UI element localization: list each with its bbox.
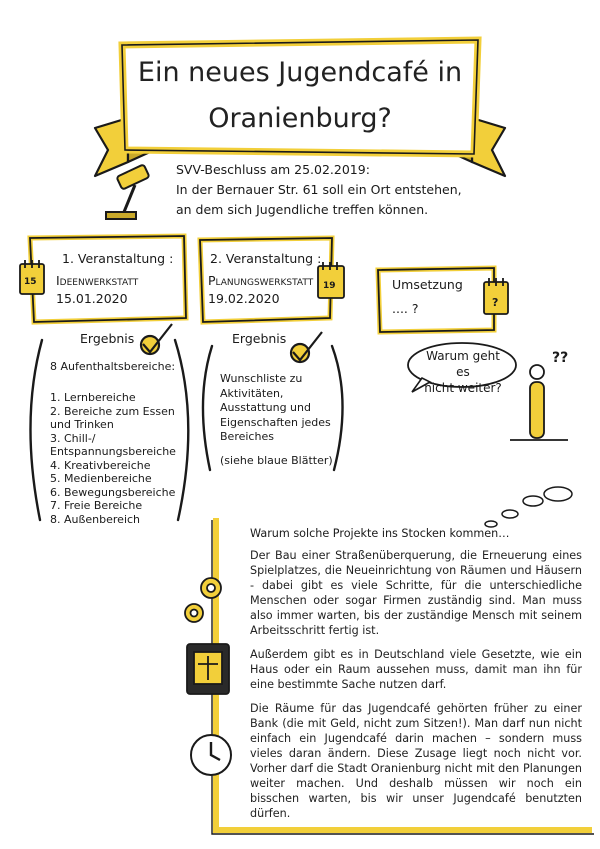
gavel-icon <box>106 164 150 219</box>
person-icon <box>510 365 568 440</box>
svv-line-2: an dem sich Jugendliche treffen können. <box>176 202 429 217</box>
list-item: 3. Chill-/ <box>50 431 96 445</box>
event2-heading: 2. Veranstaltung : <box>210 251 322 266</box>
event1-name: Ideenwerkstatt <box>56 273 139 288</box>
calendar-day: ? <box>492 296 499 309</box>
bubble-text <box>418 348 508 396</box>
list-item: Aktivitäten, <box>220 386 284 400</box>
event2-name: Planungswerkstatt <box>208 273 314 288</box>
question-marks: ?? <box>552 350 569 366</box>
event2-wishlist <box>220 372 331 445</box>
svv-decision <box>176 160 462 220</box>
thought-bubbles <box>485 487 572 527</box>
list-item: 1. Lernbereiche <box>50 391 136 404</box>
explain-heading: Warum solche Projekte ins Stocken kommen… <box>250 527 510 540</box>
event1-date: 15.01.2020 <box>56 291 128 306</box>
list-item: Ausstattung und <box>220 401 311 414</box>
list-item: 2. Bereiche zum Essen <box>50 404 175 418</box>
svv-heading: SVV-Beschluss am 25.02.2019: <box>176 162 370 177</box>
check-icon <box>291 332 322 362</box>
event2-result-label: Ergebnis <box>232 331 287 346</box>
list-item: Entspannungsbereiche <box>50 445 176 458</box>
calendar-icon <box>318 262 344 298</box>
event2-date: 19.02.2020 <box>208 291 280 306</box>
calendar-day: 15 <box>24 277 37 287</box>
list-item: Wunschliste zu <box>220 372 303 385</box>
explain-paragraph-1: Der Bau einer Straßenüberquerung, die Erneuerung eines Spielplatzes, die Neueinrichtung von Räumen und Häusern - dabei gibt es viele Schritte, für die unterschiedliche Menschen oder sogar Firmen zuständig sind. Man muss also immer warten, bis der zuständige Mensch mit seinem Arbeitsschritt fertig ist. <box>250 549 582 637</box>
umsetzung-heading: Umsetzung <box>392 277 463 292</box>
explain-paragraph-2: Außerdem gibt es in Deutschland viele Gesetzte, wie ein Haus oder ein Raum aussehen muss, damit man ihn für eine bestimmte Sache nutzen darf. <box>250 648 582 691</box>
event1-result-label: Ergebnis <box>80 331 135 346</box>
page-title <box>125 50 475 142</box>
bubble-line-1: Warum geht es <box>426 349 500 379</box>
event2-note: (siehe blaue Blätter) <box>220 454 333 467</box>
umsetzung-value: .... ? <box>392 301 419 316</box>
explain-body <box>250 548 582 830</box>
list-item: 5. Medienbereiche <box>50 472 152 485</box>
title-line-2: Oranienburg? <box>208 103 392 134</box>
svv-line-1: In der Bernauer Str. 61 soll ein Ort entstehen, <box>176 182 462 197</box>
law-book-icon <box>187 644 229 694</box>
event1-heading: 1. Veranstaltung : <box>62 251 174 266</box>
calendar-day: 19 <box>323 281 336 291</box>
title-line-1: Ein neues Jugendcafé in <box>137 57 463 88</box>
check-icon <box>141 324 172 354</box>
event1-areas-list <box>50 391 176 526</box>
explain-paragraph-3: Die Räume für das Jugendcafé gehörten früher zu einer Bank (die mit Geld, nicht zum Sitzen!). Man darf nun nicht einfach ein Jugendcafé darin machen – sondern muss vieles daran ändern. Diese Zusage liegt noch nicht vor. Vorher darf die Stadt Oranienburg nicht mit den Planungen weiter machen. Und deshalb müssen wir noch ein bisschen warten, bis wir unser Jugendcafé benutzten dürfen. <box>250 702 582 820</box>
list-item: 6. Bewegungsbereiche <box>50 485 176 499</box>
list-item: Eigenschaften jedes <box>220 415 331 429</box>
list-item: 4. Kreativbereiche <box>50 458 151 472</box>
list-item: 8. Außenbereich <box>50 512 141 526</box>
list-item: 7. Freie Bereiche <box>50 499 143 512</box>
list-item: Bereiches <box>220 430 274 443</box>
list-item: und Trinken <box>50 418 114 431</box>
bubble-line-2: nicht weiter? <box>424 381 502 395</box>
event1-intro: 8 Aufenthaltsbereiche: <box>50 360 176 373</box>
clock-icon <box>191 735 231 775</box>
